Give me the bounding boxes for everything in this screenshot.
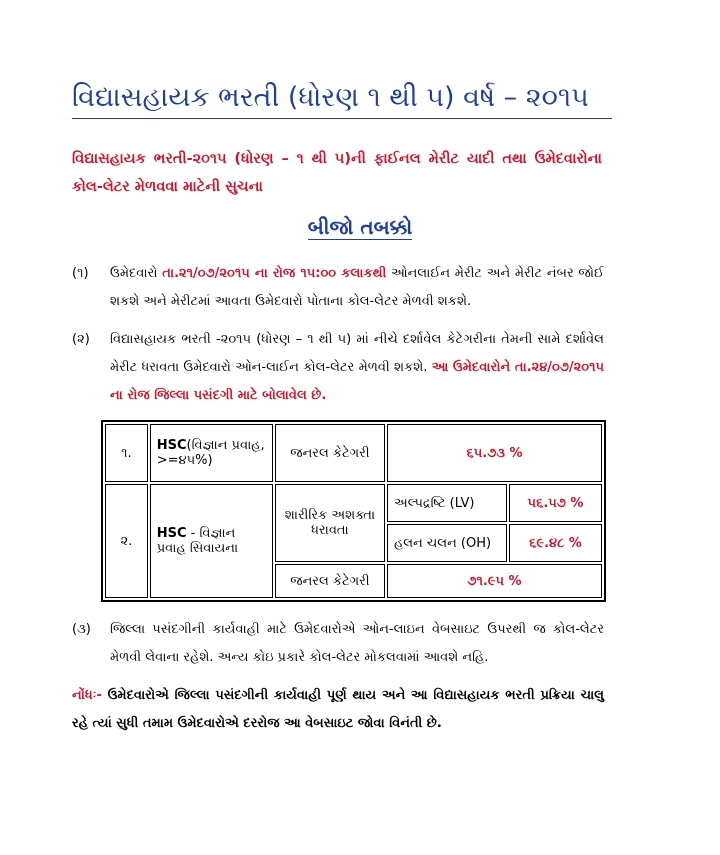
phase-heading-wrap (0, 215, 720, 239)
list-item-2 (72, 326, 604, 410)
subcategory-cell: હલન ચલન (OH) (387, 524, 507, 562)
item-number: (૩) (72, 622, 91, 637)
stream-code: HSC (156, 438, 187, 453)
merit-value: ૬૫.૭૩ % (387, 424, 602, 482)
stream-desc: (વિજ્ઞાન પ્રવાહ, >=૪૫%) (156, 438, 265, 468)
item-text: જિલ્લા પસંદગીની કાર્યવાહી માટે ઉમેદવારોએ ઓન-લાઇન વેબસાઇટ ઉપરથી જ કોલ-લેટર મેળવી લેવાના રહેશે. અન્ય કોઇ પ્રકારે કોલ-લેટર મોકલવામાં આવશે નહિ. (110, 622, 604, 665)
item-text-continued: ઓનલાઈન મેરીટ અને મેરીટ નંબર જોઈ શકશે અને મેરીટમાં આવતા ઉમેદવારો પોતાના કોલ-લેટર મેળવી શકશે. (110, 266, 605, 309)
row-number: ૨. (105, 484, 148, 598)
category-cell: જનરલ કેટેગરી (275, 564, 385, 598)
item-number: (૧) (72, 266, 89, 281)
subcategory-cell: અલ્પદ્રષ્ટિ (LV) (387, 484, 507, 522)
merit-value: ૭૧.૯૫ % (387, 564, 602, 598)
category-cell: જનરલ કેટેગરી (275, 424, 385, 482)
item-number: (૨) (72, 332, 90, 347)
stream-cell (150, 484, 273, 598)
notice-subtitle: વિદ્યાસહાયક ભરતી-૨૦૧૫ (ધોરણ – ૧ થી ૫)ની ફાઈનલ મેરીટ યાદી તથા ઉમેદવારોના કોલ-લેટર મેળવવા માટેની સુચના (72, 151, 602, 195)
row-number: ૧. (105, 424, 148, 482)
category-cell: શારીરિક અશક્તા ધરાવતા (275, 484, 385, 562)
stream-desc: - વિજ્ઞાન પ્રવાહ સિવાયના (156, 526, 239, 556)
item-text: વિદ્યાસહાયક ભરતી -૨૦૧૫ (ધોરણ – ૧ થી ૫) માં નીચે દર્શાવેલ કેટેગરીના તેમની સામે દર્શાવેલ મેરીટ ધરાવતા ઉમેદવારો ઓન-લાઈન કોલ-લેટર મેળવી શકશે. (110, 332, 604, 375)
note-paragraph (72, 682, 604, 738)
page-title: વિદ્યાસહાયક ભરતી (ધોરણ ૧ થી ૫) વર્ષ – ૨૦૧૫ (72, 82, 612, 119)
merit-table (101, 420, 606, 602)
note-label: નોંધઃ- (72, 688, 102, 703)
stream-cell (150, 424, 273, 482)
merit-value: ૬૯.૪૮ % (509, 524, 602, 562)
item-text: ઉમેદવારો (110, 266, 163, 281)
merit-value: ૫૬.૫૭ % (509, 484, 602, 522)
list-item-3 (72, 616, 604, 672)
list-item-1 (72, 260, 604, 316)
stream-code: HSC (156, 526, 187, 541)
item-highlight: તા.૨૧/૦૭/૨૦૧૫ ના રોજ ૧૫:૦૦ કલાકથી (162, 266, 387, 281)
note-text: ઉમેદવારોએ જિલ્લા પસંદગીની કાર્યવાહી પૂર્ણ થાય અને આ વિદ્યાસહાયક ભરતી પ્રક્રિયા ચાલુ રહે ત્યાં સુધી તમામ ઉમેદવારોએ દરરોજ આ વેબસાઇટ જોવા વિનંતી છે. (72, 688, 604, 731)
phase-heading: બીજો તબક્કો (307, 215, 413, 239)
item-highlight: આ ઉમેદવારોને તા.૨૪/૦૭/૨૦૧૫ ના રોજ જિલ્લા પસંદગી માટે બોલાવેલ છે. (110, 360, 604, 403)
